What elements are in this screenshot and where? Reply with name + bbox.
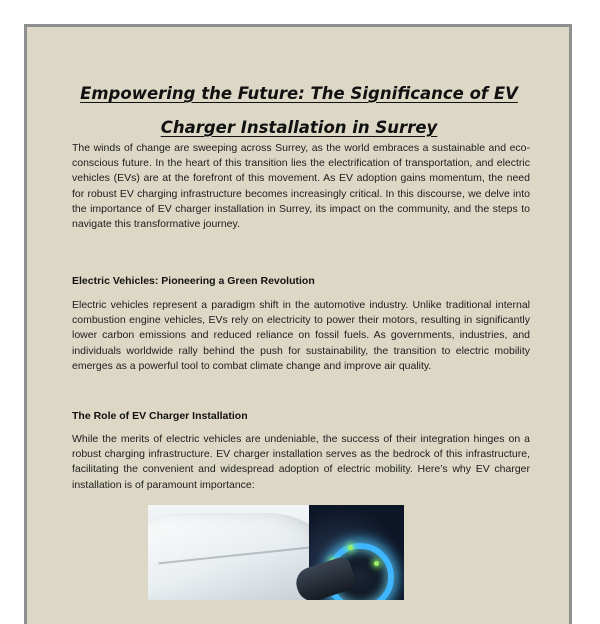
document-title: Empowering the Future: The Significance of EV Charger Installation in Surrey: [80, 84, 518, 137]
section-heading-electric-vehicles: Electric Vehicles: Pioneering a Green Revolution: [72, 275, 315, 287]
section-paragraph-charger-installation: While the merits of electric vehicles are undeniable, the success of their integration hinges on a robust charging infrastructure. EV charger installation serves as the bedrock of this infrastructure, facilitating the convenient and widespread adoption of electric mobility. Here’s why EV charger installation is of paramount importance:: [72, 433, 530, 491]
section-paragraph-electric-vehicles: Electric vehicles represent a paradigm shift in the automotive industry. Unlike traditional internal combustion engine vehicles, EVs rely on electricity to power their motors, resulting in significantly lower carbon emissions and reduced reliance on fossil fuels. As governments, industries, and individuals worldwide rally behind the push for sustainability, the transition to electric mobility emerges as a powerful tool to combat climate change and improve air quality.: [72, 299, 530, 372]
ev-charging-photo: [148, 505, 404, 600]
intro-paragraph: The winds of change are sweeping across Surrey, as the world embraces a sustainable and eco-conscious future. In the heart of this transition lies the electrification of transportation, and electric vehicles (EVs) are at the forefront of this movement. As EV adoption gains momentum, the need for robust EV charging infrastructure becomes increasingly critical. In this discourse, we delve into the importance of EV charger installation in Surrey, its impact on the community, and the steps to navigate this transformative journey.: [72, 142, 530, 231]
charge-indicator-dot: [348, 545, 353, 550]
charge-indicator-dot: [374, 561, 379, 566]
section-heading-charger-installation: The Role of EV Charger Installation: [72, 410, 248, 422]
